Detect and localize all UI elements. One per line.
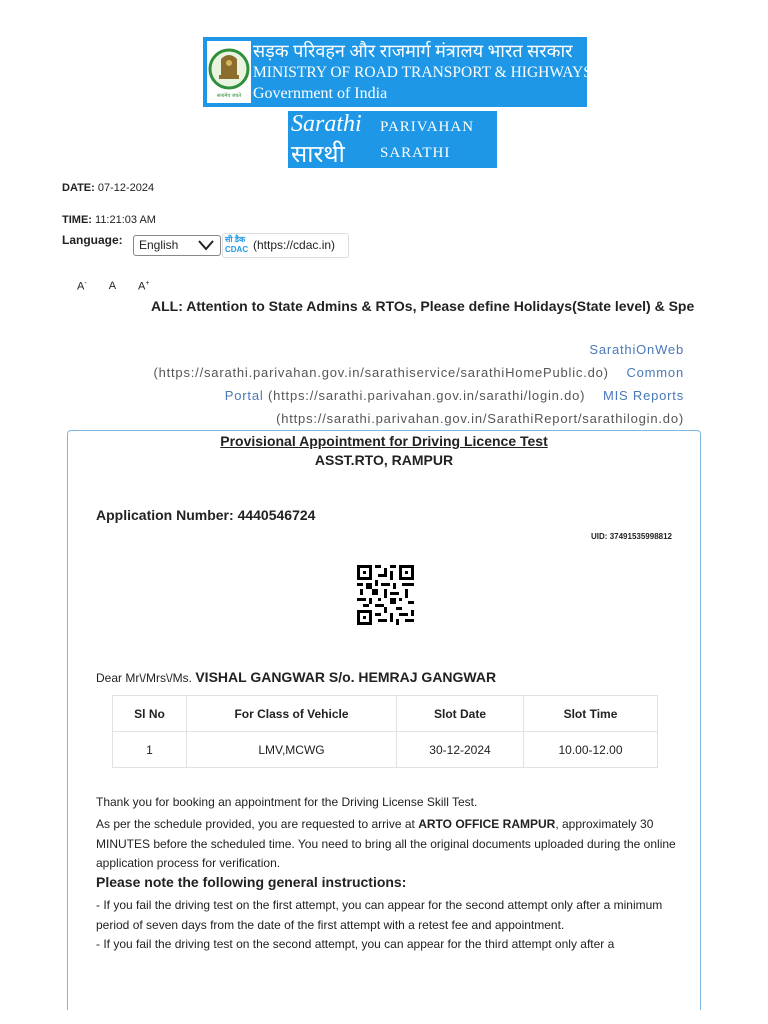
cell-sl-no: 1	[113, 732, 187, 768]
qr-code-image	[357, 565, 414, 625]
svg-text:सत्यमेव जयते: सत्यमेव जयते	[216, 93, 242, 99]
thank-you-text: Thank you for booking an appointment for the Driving License Skill Test.	[96, 795, 478, 809]
slot-table	[112, 695, 658, 768]
time-row	[62, 214, 156, 226]
greeting	[96, 669, 496, 685]
font-increase-button[interactable]: A+	[138, 280, 150, 293]
cell-slot-date: 30-12-2024	[397, 732, 524, 768]
applicant-name: VISHAL GANGWAR S/o. HEMRAJ GANGWAR	[195, 669, 497, 685]
parivahan-label: PARIVAHAN	[380, 119, 475, 135]
arrival-office: ARTO OFFICE RAMPUR	[418, 817, 556, 831]
cdac-link-box[interactable]	[222, 233, 349, 258]
uid-value: 37491535998812	[609, 532, 672, 541]
cdac-link[interactable]: (https://cdac.in)	[253, 238, 336, 252]
language-selected-value: English	[139, 238, 179, 252]
sarathi-logo	[288, 111, 378, 168]
application-number-label: Application Number:	[96, 507, 234, 523]
time-value: 11:21:03 AM	[95, 214, 156, 226]
government-title: Government of India	[253, 85, 388, 102]
instructions-list	[96, 896, 676, 955]
table-row	[113, 732, 658, 768]
common-portal-link[interactable]: Common	[626, 365, 684, 380]
chevron-down-icon	[197, 239, 215, 251]
col-header-slot-time: Slot Time	[524, 696, 658, 732]
sarathi-web-url: (https://sarathi.parivahan.gov.in/sarathiservice/sarathiHomePublic.do)	[153, 365, 609, 380]
table-header-row	[113, 696, 658, 732]
font-normal-button[interactable]: A	[108, 280, 117, 292]
appointment-card	[67, 430, 701, 1010]
font-size-controls	[77, 280, 171, 293]
instructions-heading: Please note the following general instructions:	[96, 874, 407, 890]
font-decrease-button[interactable]: A-	[77, 280, 87, 293]
national-emblem-logo	[207, 41, 251, 103]
uid-row	[591, 532, 672, 541]
cell-vehicle-class: LMV,MCWG	[187, 732, 397, 768]
office-name: ASST.RTO, RAMPUR	[314, 452, 454, 468]
uid-label: UID:	[591, 532, 608, 541]
col-header-vehicle-class: For Class of Vehicle	[187, 696, 397, 732]
application-number-row	[96, 507, 315, 523]
date-row	[62, 182, 154, 194]
sarathi-logo-english: Sarathi	[291, 111, 362, 137]
col-header-sl-no: Sl No	[113, 696, 187, 732]
sarathi-web-link[interactable]: SarathiOnWeb	[589, 342, 684, 357]
schedule-suffix: , approximately 30 MINUTES before the scheduled time. You need to bring all the original documents uploaded during the online application process for verification.	[96, 817, 676, 870]
cdac-logo-english: CDAC	[225, 245, 249, 254]
schedule-prefix: As per the schedule provided, you are requested to arrive at	[96, 817, 415, 831]
instruction-item: - If you fail the driving test on the first attempt, you can appear for the second attempt only after a minimum period of seven days from the date of the first attempt with a retest fee and appointment.	[96, 898, 663, 932]
appointment-title: Provisional Appointment for Driving Licence Test	[220, 433, 548, 449]
time-label: TIME:	[62, 214, 92, 226]
ministry-title: MINISTRY OF ROAD TRANSPORT & HIGHWAYS	[253, 64, 592, 81]
greeting-prefix: Dear Mr\/Mrs\/Ms.	[96, 671, 192, 685]
cell-slot-time: 10.00-12.00	[524, 732, 658, 768]
cdac-logo-hindi: सी डैक	[225, 235, 246, 244]
common-portal-url: (https://sarathi.parivahan.gov.in/sarathi/login.do)	[267, 388, 586, 403]
language-label: Language:	[62, 233, 123, 247]
sarathi-label: SARATHI	[380, 145, 451, 161]
application-number-value: 4440546724	[237, 507, 316, 523]
ministry-hindi-title: सड़क परिवहन और राजमार्ग मंत्रालय भारत सरकार	[253, 41, 573, 61]
cdac-logo	[225, 235, 248, 255]
mis-reports-url: (https://sarathi.parivahan.gov.in/SarathiReport/sarathilogin.do)	[276, 411, 684, 426]
ministry-banner	[203, 37, 592, 107]
common-portal-link-cont[interactable]: Portal	[224, 388, 264, 403]
date-label: DATE:	[62, 182, 95, 194]
announcement-marquee: ALL: Attention to State Admins & RTOs, Please define Holidays(State level) & Spe	[151, 298, 695, 314]
sarathi-banner	[288, 111, 497, 168]
sarathi-logo-hindi: सारथी	[291, 141, 345, 168]
emblem-icon	[207, 41, 251, 103]
portal-links	[90, 338, 684, 430]
instruction-item: - If you fail the driving test on the second attempt, you can appear for the third attempt only after a	[96, 937, 615, 951]
date-value: 07-12-2024	[97, 182, 155, 194]
schedule-paragraph	[96, 815, 676, 874]
mis-reports-link[interactable]: MIS Reports	[602, 388, 684, 403]
language-select[interactable]	[133, 235, 221, 256]
col-header-slot-date: Slot Date	[397, 696, 524, 732]
